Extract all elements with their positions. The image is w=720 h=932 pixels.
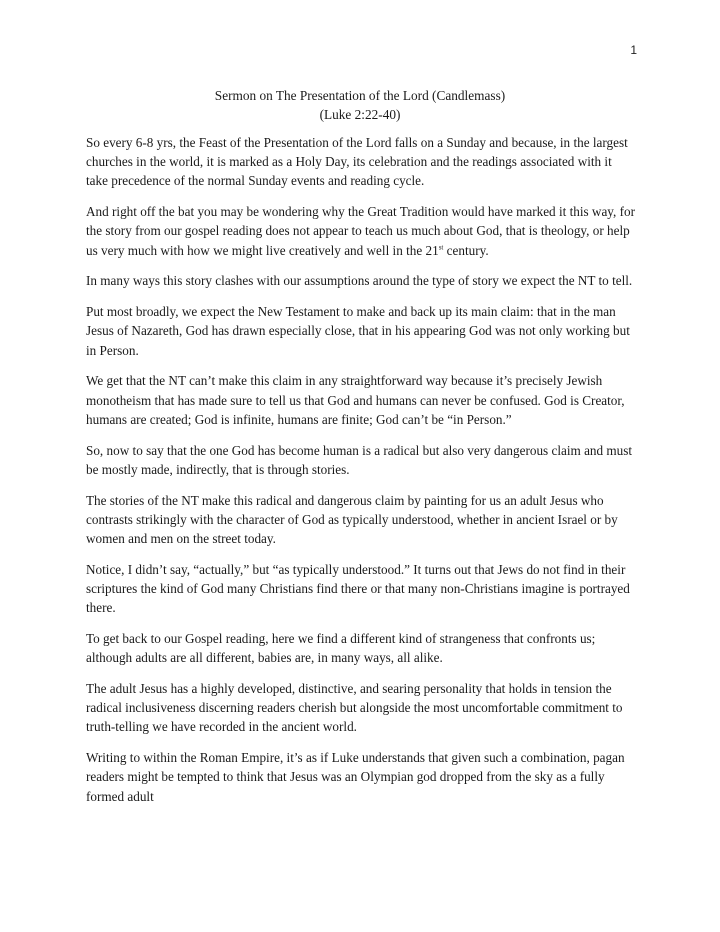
paragraph-tail: century. bbox=[443, 242, 489, 258]
page-number: 1 bbox=[630, 43, 637, 57]
paragraph: To get back to our Gospel reading, here we find a different kind of strangeness that confronts us; although adults are all different, babies are, in many ways, all alike. bbox=[86, 631, 596, 666]
paragraph: We get that the NT can’t make this claim in any straightforward way because it’s precisely Jewish monotheism that has made sure to tell us that God and humans can never be confused. God is Creator, humans are created; God is infinite, humans are finite; God can’t be “in Person.” bbox=[86, 373, 625, 427]
paragraph: The stories of the NT make this radical and dangerous claim by painting for us an adult Jesus who contrasts strikingly with the character of God as typically understood, whether in ancient Israel or by women and men on the street today. bbox=[86, 492, 618, 547]
paragraph: So every 6-8 yrs, the Feast of the Presentation of the Lord falls on a Sunday and because, in the largest churches in the world, it is marked as a Holy Day, its celebration and the readings associated with it take precedence of the normal Sunday events and reading cycle. bbox=[86, 135, 628, 189]
paragraph: Writing to within the Roman Empire, it’s as if Luke understands that given such a combination, pagan readers might be tempted to think that Jesus was an Olympian god dropped from the sky as a fully formed adult bbox=[86, 750, 625, 804]
paragraph-text: And right off the bat you may be wondering why the Great Tradition would have marked it this way, for the story from our gospel reading does not appear to teach us much about God, that is theology, or help us very much with how we might live creatively and well in the 21 bbox=[86, 204, 636, 258]
paragraph: The adult Jesus has a highly developed, distinctive, and searing personality that holds in tension the radical inclusiveness discerning readers cherish but alongside the most uncomfortable commitment to truth-telling we have recorded in the ancient world. bbox=[86, 681, 623, 735]
paragraph: In many ways this story clashes with our assumptions around the type of story we expect the NT to tell. bbox=[86, 273, 633, 289]
sermon-title: Sermon on The Presentation of the Lord (Candlemass) bbox=[214, 88, 506, 103]
sermon-body bbox=[86, 133, 636, 817]
paragraph bbox=[86, 202, 636, 260]
scripture-reference: (Luke 2:22-40) bbox=[319, 107, 401, 122]
paragraph: So, now to say that the one God has become human is a radical but also very dangerous claim and must be mostly made, indirectly, that is through stories. bbox=[86, 442, 633, 477]
title-block bbox=[86, 86, 634, 124]
paragraph: Notice, I didn’t say, “actually,” but “as typically understood.” It turns out that Jews do not find in their scriptures the kind of God many Christians find there or that many non-Christians imagine is portrayed there. bbox=[86, 561, 630, 616]
ordinal-superscript: st bbox=[438, 243, 444, 252]
paragraph: Put most broadly, we expect the New Testament to make and back up its main claim: that in the man Jesus of Nazareth, God has drawn especially close, that in his appearing God was not only working but in Person. bbox=[86, 304, 630, 358]
